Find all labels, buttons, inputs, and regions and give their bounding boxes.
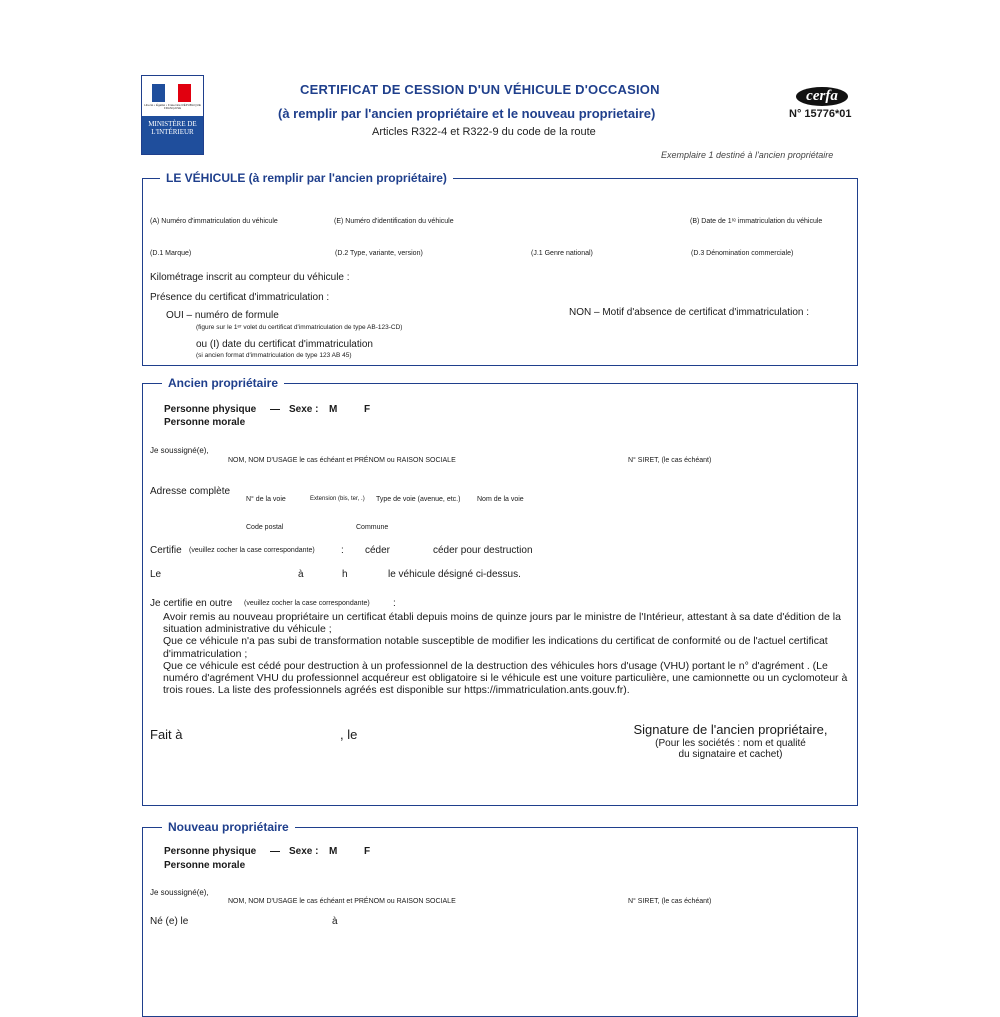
heure-h-label: h xyxy=(342,569,348,580)
ne-le-label[interactable]: Né (e) le xyxy=(150,916,189,927)
ancien-nom-label[interactable]: NOM, NOM D'USAGE le cas échéant et PRÉNOM ou RAISON SOCIALE xyxy=(228,457,456,464)
ancien-soussigne: Je soussigné(e), xyxy=(150,446,209,455)
nouveau-siret-label[interactable]: N° SIRET, (le cas échéant) xyxy=(628,898,712,905)
extension-label[interactable]: Extension (bis, ter, .) xyxy=(310,496,365,502)
certifie-items xyxy=(163,611,863,696)
ancien-sexe-f[interactable]: F xyxy=(364,404,371,415)
exemplaire-note: Exemplaire 1 destiné à l'ancien propriétaire xyxy=(661,150,834,160)
ceder-checkbox-label[interactable]: céder xyxy=(365,545,391,556)
nom-voie-label[interactable]: Nom de la voie xyxy=(477,496,524,503)
ou-date-note: (si ancien format d'immatriculation de type 123 AB 45) xyxy=(196,352,352,359)
code-postal-label[interactable]: Code postal xyxy=(246,524,284,531)
certifie-outre-label: Je certifie en outre xyxy=(150,598,233,609)
nouveau-soussigne: Je soussigné(e), xyxy=(150,888,209,897)
nouveau-proprietaire-legend: Nouveau propriétaire xyxy=(162,820,295,834)
ancien-siret-label[interactable]: N° SIRET, (le cas échéant) xyxy=(628,457,712,464)
vehicule-legend: LE VÉHICULE (à remplir par l'ancien propriétaire) xyxy=(160,171,453,185)
certifie-item-3[interactable]: Que ce véhicule est cédé pour destruction à un professionnel de la destruction des véhicules hors d'usage (VHU) portant le n° d'agrément . (Le numéro d'agrément VHU du professionnel acquéreur est obligatoire si le véhicule est une voiture particulière, une camionnette ou un cyclomoteur à trois roues. La liste des professionnels agréés est disponible sur https://immatriculation.ants.gouv.fr). xyxy=(163,659,848,697)
nouveau-personne-physique[interactable]: Personne physique xyxy=(164,846,257,857)
type-voie-label[interactable]: Type de voie (avenue, etc.) xyxy=(376,496,461,503)
fait-a-label[interactable]: Fait à xyxy=(150,727,183,742)
field-d2-label[interactable]: (D.2 Type, variante, version) xyxy=(335,250,423,257)
field-a-label[interactable]: (A) Numéro d'immatriculation du véhicule xyxy=(150,218,278,225)
certifie-label: Certifie xyxy=(150,545,182,556)
cerfa-number: N° 15776*01 xyxy=(789,108,852,120)
certifie-item-2[interactable]: Que ce véhicule n'a pas subi de transformation notable susceptible de modifier les indications du certificat de conformité ou de l'actuel certificat d'immatriculation ; xyxy=(163,635,828,660)
ancien-proprietaire-legend: Ancien propriétaire xyxy=(162,376,284,390)
field-d1-label[interactable]: (D.1 Marque) xyxy=(150,250,192,257)
form-articles: Articles R322-4 et R322-9 du code de la route xyxy=(372,126,596,138)
fait-le-label[interactable]: , le xyxy=(340,727,358,742)
nouveau-nom-label[interactable]: NOM, NOM D'USAGE le cas échéant et PRÉNOM ou RAISON SOCIALE xyxy=(228,898,456,905)
date-le-label[interactable]: Le xyxy=(150,569,162,580)
form-subtitle: (à remplir par l'ancien propriétaire et le nouveau proprietaire) xyxy=(278,106,656,121)
nouveau-dash: — xyxy=(270,846,280,857)
nouveau-personne-morale[interactable]: Personne morale xyxy=(164,860,246,871)
logo-top xyxy=(142,76,203,116)
nouveau-sexe-m[interactable]: M xyxy=(329,846,338,857)
oui-checkbox-label[interactable]: OUI – numéro de formule xyxy=(166,310,279,321)
certifie-note: (veuillez cocher la case correspondante) xyxy=(189,547,315,554)
form-title: CERTIFICAT DE CESSION D'UN VÉHICULE D'OCCASION xyxy=(300,82,660,97)
commune-label[interactable]: Commune xyxy=(356,524,389,531)
ministere-text: MINISTÈRE DE L'INTÉRIEUR xyxy=(142,116,203,154)
signature-title: Signature de l'ancien propriétaire, xyxy=(633,722,828,737)
certifie-outre-colon: : xyxy=(393,598,396,609)
field-d3-label[interactable]: (D.3 Dénomination commerciale) xyxy=(691,250,794,257)
ancien-sexe-m[interactable]: M xyxy=(329,404,338,415)
ancien-personne-physique[interactable]: Personne physique xyxy=(164,404,257,415)
signature-note-2: du signataire et cachet) xyxy=(678,749,783,760)
adresse-label: Adresse complète xyxy=(150,486,231,497)
signature-block[interactable] xyxy=(618,722,843,760)
field-e-label[interactable]: (E) Numéro d'identification du véhicule xyxy=(334,218,454,225)
nouveau-sexe-f[interactable]: F xyxy=(364,846,371,857)
ancien-personne-morale[interactable]: Personne morale xyxy=(164,417,246,428)
presence-certificat-label: Présence du certificat d'immatriculation : xyxy=(150,292,330,303)
ministere-logo xyxy=(141,75,204,155)
tricolor-flag-icon xyxy=(152,84,192,102)
certifie-item-1[interactable]: Avoir remis au nouveau propriétaire un certificat établi depuis moins de quinze jours par le ministre de l'Intérieur, attestant à sa date d'édition de la situation administrative du véhicule ; xyxy=(163,611,841,636)
field-j1-label[interactable]: (J.1 Genre national) xyxy=(531,250,593,257)
certifie-outre-note: (veuillez cocher la case correspondante) xyxy=(244,600,370,607)
ou-date-label[interactable]: ou (I) date du certificat d'immatriculation xyxy=(196,339,373,350)
num-voie-label[interactable]: N° de la voie xyxy=(246,496,286,503)
ancien-sexe-label: Sexe : xyxy=(289,404,319,415)
non-checkbox-label[interactable]: NON – Motif d'absence de certificat d'immatriculation : xyxy=(569,307,810,318)
vehicule-designe-text: le véhicule désigné ci-dessus. xyxy=(388,569,521,580)
ancien-dash: — xyxy=(270,404,280,415)
cerfa-logo: cerfa xyxy=(796,87,848,106)
ceder-destruction-checkbox-label[interactable]: céder pour destruction xyxy=(433,545,533,556)
certifie-colon: : xyxy=(341,545,344,556)
nouveau-sexe-label: Sexe : xyxy=(289,846,319,857)
field-b-label[interactable]: (B) Date de 1ʳᵉ immatriculation du véhicule xyxy=(690,218,823,225)
signature-note-1: (Pour les sociétés : nom et qualité xyxy=(655,738,806,749)
heure-a-label: à xyxy=(298,569,304,580)
republique-francaise-text: Liberté • Égalité • Fraternité RÉPUBLIQUE FRANÇAISE xyxy=(144,103,201,110)
oui-note: (figure sur le 1ᵉʳ volet du certificat d'immatriculation de type AB-123-CD) xyxy=(196,324,403,331)
ne-a-label[interactable]: à xyxy=(332,916,338,927)
kilometrage-label[interactable]: Kilométrage inscrit au compteur du véhicule : xyxy=(150,272,350,283)
